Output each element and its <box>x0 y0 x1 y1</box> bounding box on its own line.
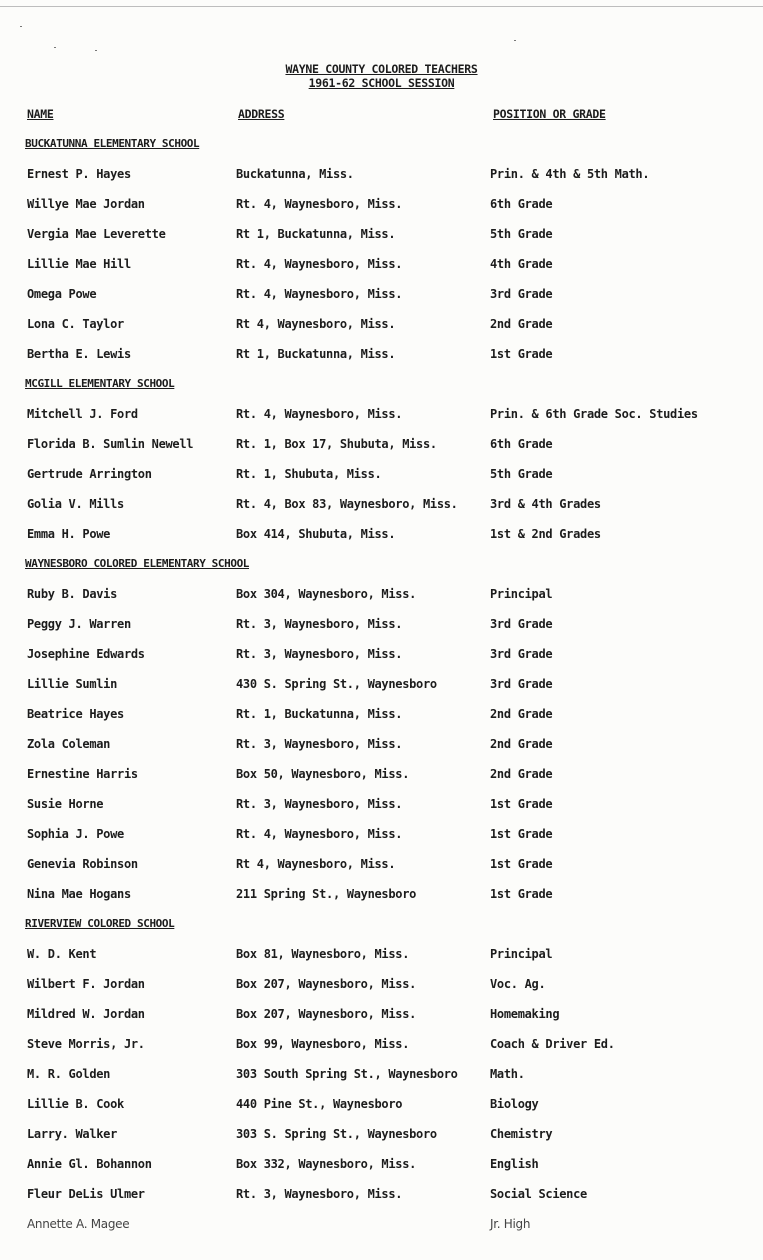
teacher-row <box>0 497 763 527</box>
teacher-name: M. R. Golden <box>27 1067 111 1081</box>
teacher-name: Ernestine Harris <box>27 767 138 781</box>
teacher-position: 3rd Grade <box>490 677 553 691</box>
teacher-name: Beatrice Hayes <box>27 707 124 721</box>
speck <box>95 50 97 51</box>
teacher-address: Box 414, Shubuta, Miss. <box>236 527 396 541</box>
teacher-address: 430 S. Spring St., Waynesboro <box>236 677 437 691</box>
teacher-row <box>0 1037 763 1067</box>
teacher-address: Box 81, Waynesboro, Miss. <box>236 947 410 961</box>
teacher-row <box>0 857 763 887</box>
teacher-address: Rt. 3, Waynesboro, Miss. <box>236 797 403 811</box>
speck <box>20 26 22 27</box>
teacher-row <box>0 887 763 917</box>
teacher-name: Willye Mae Jordan <box>27 197 145 211</box>
teacher-name: Lillie B. Cook <box>27 1097 124 1111</box>
teacher-row <box>0 287 763 317</box>
teacher-name: Zola Coleman <box>27 737 111 751</box>
title-line-1: WAYNE COUNTY COLORED TEACHERS <box>285 62 478 76</box>
teacher-position: 3rd Grade <box>490 617 553 631</box>
teacher-row <box>0 257 763 287</box>
teacher-name: Ernest P. Hayes <box>27 167 131 181</box>
teacher-row <box>0 1187 763 1217</box>
speck <box>54 47 56 48</box>
teacher-position: Prin. & 6th Grade Soc. Studies <box>490 407 698 421</box>
teacher-address: Buckatunna, Miss. <box>236 167 354 181</box>
teacher-row <box>0 407 763 437</box>
teacher-name: Larry. Walker <box>27 1127 118 1141</box>
teacher-address: Rt. 1, Shubuta, Miss. <box>236 467 382 481</box>
school-name: BUCKATUNNA ELEMENTARY SCHOOL <box>25 137 200 150</box>
teacher-row <box>0 647 763 677</box>
teacher-position: 2nd Grade <box>490 737 553 751</box>
teacher-address: Box 207, Waynesboro, Miss. <box>236 977 417 991</box>
teacher-name: Steve Morris, Jr. <box>27 1037 145 1051</box>
school-name: WAYNESBORO COLORED ELEMENTARY SCHOOL <box>25 557 250 570</box>
teacher-address: Rt. 4, Waynesboro, Miss. <box>236 407 403 421</box>
school-section-heading <box>0 377 763 407</box>
teacher-position: Jr. High <box>490 1217 531 1231</box>
teacher-name: Annie Gl. Bohannon <box>27 1157 152 1171</box>
teacher-name: Omega Powe <box>27 287 97 301</box>
teacher-address: Rt. 4, Waynesboro, Miss. <box>236 827 403 841</box>
teacher-name: Josephine Edwards <box>27 647 145 661</box>
teacher-address: Box 332, Waynesboro, Miss. <box>236 1157 417 1171</box>
teacher-position: 6th Grade <box>490 197 553 211</box>
top-rule <box>0 6 763 7</box>
teacher-address: Rt 1, Buckatunna, Miss. <box>236 347 396 361</box>
teacher-position: English <box>490 1157 539 1171</box>
teacher-position: Voc. Ag. <box>490 977 546 991</box>
teacher-address: Box 304, Waynesboro, Miss. <box>236 587 417 601</box>
header-address: ADDRESS <box>238 107 285 121</box>
teacher-row <box>0 1097 763 1127</box>
teacher-row <box>0 1217 763 1247</box>
teacher-row <box>0 167 763 197</box>
teacher-position: 1st Grade <box>490 857 553 871</box>
teacher-address: Rt. 4, Waynesboro, Miss. <box>236 257 403 271</box>
teacher-row <box>0 767 763 797</box>
teacher-position: 2nd Grade <box>490 317 553 331</box>
teacher-name: Peggy J. Warren <box>27 617 131 631</box>
teacher-position: 2nd Grade <box>490 767 553 781</box>
teacher-row <box>0 227 763 257</box>
teacher-name: Fleur DeLis Ulmer <box>27 1187 145 1201</box>
teacher-name: Mildred W. Jordan <box>27 1007 145 1021</box>
teacher-row <box>0 1127 763 1157</box>
teacher-name: Ruby B. Davis <box>27 587 118 601</box>
teacher-position: 1st Grade <box>490 827 553 841</box>
teacher-name: Genevia Robinson <box>27 857 138 871</box>
teacher-name: Bertha E. Lewis <box>27 347 131 361</box>
teacher-address: Rt. 1, Buckatunna, Miss. <box>236 707 403 721</box>
teacher-row <box>0 677 763 707</box>
teacher-address: Rt 4, Waynesboro, Miss. <box>236 857 396 871</box>
teacher-name: Golia V. Mills <box>27 497 124 511</box>
teacher-position: Principal <box>490 947 553 961</box>
speck <box>514 40 516 41</box>
teacher-row <box>0 527 763 557</box>
teacher-position: 1st & 2nd Grades <box>490 527 601 541</box>
teacher-row <box>0 797 763 827</box>
teacher-position: 1st Grade <box>490 347 553 361</box>
teacher-name: Lona C. Taylor <box>27 317 124 331</box>
teacher-position: Biology <box>490 1097 539 1111</box>
teacher-position: 3rd & 4th Grades <box>490 497 601 511</box>
teacher-address: 211 Spring St., Waynesboro <box>236 887 417 901</box>
teacher-name: W. D. Kent <box>27 947 97 961</box>
teacher-position: Social Science <box>490 1187 587 1201</box>
teacher-position: 6th Grade <box>490 437 553 451</box>
teacher-address: Rt. 4, Waynesboro, Miss. <box>236 287 403 301</box>
teacher-address: Rt. 3, Waynesboro, Miss. <box>236 617 403 631</box>
school-name: RIVERVIEW COLORED SCHOOL <box>25 917 175 930</box>
teacher-row <box>0 617 763 647</box>
teacher-position: 3rd Grade <box>490 287 553 301</box>
teacher-address: Rt. 4, Box 83, Waynesboro, Miss. <box>236 497 458 511</box>
teacher-position: 5th Grade <box>490 467 553 481</box>
teacher-name: Lillie Mae Hill <box>27 257 131 271</box>
teacher-row <box>0 317 763 347</box>
teacher-name: Susie Horne <box>27 797 104 811</box>
teacher-position: 1st Grade <box>490 887 553 901</box>
teacher-name: Wilbert F. Jordan <box>27 977 145 991</box>
teacher-address: Rt. 4, Waynesboro, Miss. <box>236 197 403 211</box>
teacher-position: 3rd Grade <box>490 647 553 661</box>
teacher-name: Sophia J. Powe <box>27 827 124 841</box>
teacher-name: Lillie Sumlin <box>27 677 118 691</box>
teacher-position: 5th Grade <box>490 227 553 241</box>
teacher-address: 303 South Spring St., Waynesboro <box>236 1067 458 1081</box>
teacher-position: Math. <box>490 1067 525 1081</box>
document-title <box>0 62 763 76</box>
teacher-position: 1st Grade <box>490 797 553 811</box>
teacher-name: Annette A. Magee <box>27 1217 130 1231</box>
teacher-row <box>0 1157 763 1187</box>
teacher-address: Rt. 3, Waynesboro, Miss. <box>236 647 403 661</box>
title-line-2: 1961-62 SCHOOL SESSION <box>308 76 455 90</box>
teacher-row <box>0 197 763 227</box>
school-section-heading <box>0 557 763 587</box>
teacher-position: Coach & Driver Ed. <box>490 1037 615 1051</box>
teacher-position: 2nd Grade <box>490 707 553 721</box>
teacher-address: 440 Pine St., Waynesboro <box>236 1097 403 1111</box>
teacher-address: 303 S. Spring St., Waynesboro <box>236 1127 437 1141</box>
teacher-position: 4th Grade <box>490 257 553 271</box>
teacher-row <box>0 737 763 767</box>
teacher-position: Homemaking <box>490 1007 560 1021</box>
teacher-address: Rt 1, Buckatunna, Miss. <box>236 227 396 241</box>
teacher-address: Rt. 1, Box 17, Shubuta, Miss. <box>236 437 437 451</box>
teacher-row <box>0 947 763 977</box>
teacher-address: Rt 4, Waynesboro, Miss. <box>236 317 396 331</box>
teacher-address: Box 207, Waynesboro, Miss. <box>236 1007 417 1021</box>
teacher-address: Box 50, Waynesboro, Miss. <box>236 767 410 781</box>
teacher-row <box>0 437 763 467</box>
teacher-position: Chemistry <box>490 1127 553 1141</box>
teacher-address: Rt. 3, Waynesboro, Miss. <box>236 737 403 751</box>
teacher-name: Vergia Mae Leverette <box>27 227 166 241</box>
teacher-position: Principal <box>490 587 553 601</box>
teacher-row <box>0 587 763 617</box>
teacher-name: Emma H. Powe <box>27 527 111 541</box>
teacher-row <box>0 707 763 737</box>
header-position: POSITION OR GRADE <box>493 107 606 121</box>
teacher-row <box>0 827 763 857</box>
school-name: MCGILL ELEMENTARY SCHOOL <box>25 377 175 390</box>
teacher-name: Mitchell J. Ford <box>27 407 138 421</box>
teacher-name: Gertrude Arrington <box>27 467 152 481</box>
teacher-address: Box 99, Waynesboro, Miss. <box>236 1037 410 1051</box>
teacher-list <box>0 137 763 1247</box>
teacher-name: Nina Mae Hogans <box>27 887 131 901</box>
school-section-heading <box>0 917 763 947</box>
teacher-position: Prin. & 4th & 5th Math. <box>490 167 650 181</box>
teacher-row <box>0 347 763 377</box>
header-name: NAME <box>27 107 54 121</box>
teacher-row <box>0 977 763 1007</box>
teacher-row <box>0 1067 763 1097</box>
teacher-address: Rt. 3, Waynesboro, Miss. <box>236 1187 403 1201</box>
teacher-row <box>0 1007 763 1037</box>
teacher-name: Florida B. Sumlin Newell <box>27 437 194 451</box>
school-section-heading <box>0 137 763 167</box>
teacher-row <box>0 467 763 497</box>
document-subtitle <box>0 76 763 90</box>
